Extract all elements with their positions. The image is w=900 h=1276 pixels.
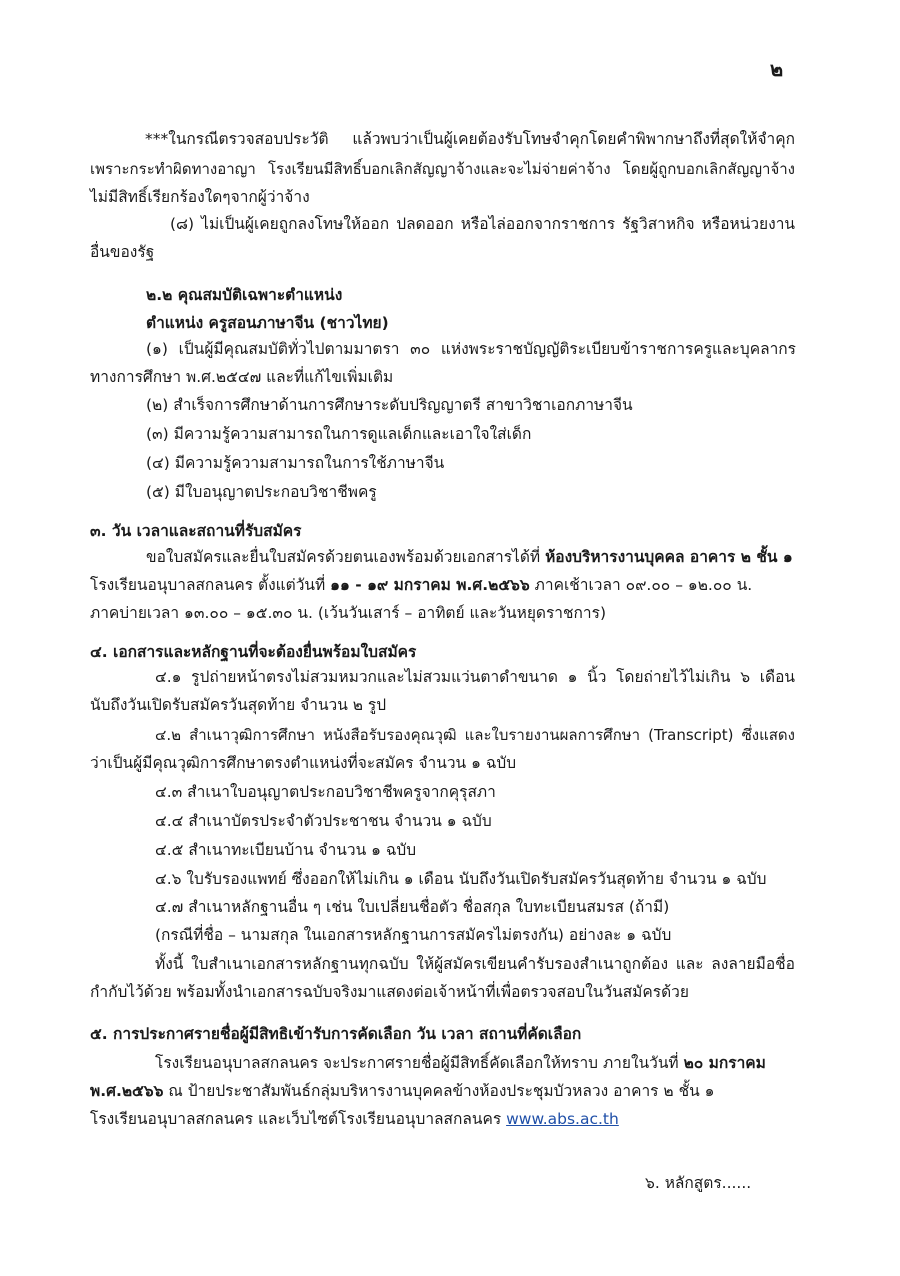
list-item: (๑) เป็นผู้มีคุณสมบัติทั่วไปตามมาตรา ๓๐ แห่งพระราชบัญญัติระเบียบข้าราชการครูและบุคลากร bbox=[146, 340, 796, 358]
section-heading: ๕. การประกาศรายชื่อผู้มีสิทธิเข้ารับการคัดเลือก วัน เวลา สถานที่คัดเลือก bbox=[90, 1025, 582, 1043]
paragraph-line bbox=[90, 1108, 619, 1130]
list-item: ๔.๓ สำเนาใบอนุญาตประกอบวิชาชีพครูจากคุรุสภา bbox=[155, 783, 496, 801]
list-item: ว่าเป็นผู้มีคุณวุฒิการศึกษาตรงตำแหน่งที่จะสมัคร จำนวน ๑ ฉบับ bbox=[90, 754, 517, 772]
list-item: (๓) มีความรู้ความสามารถในการดูแลเด็กและเอาใจใส่เด็ก bbox=[146, 425, 532, 443]
section-heading: ๓. วัน เวลาและสถานที่รับสมัคร bbox=[90, 522, 302, 540]
announce-date: ๒๐ มกราคม bbox=[683, 1054, 766, 1072]
note-line: กำกับไว้ด้วย พร้อมทั้งนำเอกสารฉบับจริงมาแสดงต่อเจ้าหน้าที่เพื่อตรวจสอบในวันสมัครด้วย bbox=[90, 983, 689, 1001]
text: ณ ป้ายประชาสัมพันธ์กลุ่มบริหารงานบุคคลข้างห้องประชุมบัวหลวง อาคาร ๒ ชั้น ๑ bbox=[163, 1082, 715, 1100]
list-item: ๔.๖ ใบรับรองแพทย์ ซึ่งออกให้ไม่เกิน ๑ เดือน นับถึงวันเปิดรับสมัครวันสุดท้าย จำนวน ๑ ฉบับ bbox=[155, 870, 767, 888]
list-item: (๒) สำเร็จการศึกษาด้านการศึกษาระดับปริญญาตรี สาขาวิชาเอกภาษาจีน bbox=[146, 396, 633, 414]
paragraph-line bbox=[90, 574, 752, 596]
list-item: ๔.๔ สำเนาบัตรประจำตัวประชาชน จำนวน ๑ ฉบับ bbox=[155, 812, 492, 830]
list-item: นับถึงวันเปิดรับสมัครวันสุดท้าย จำนวน ๒ รูป bbox=[90, 696, 387, 714]
paragraph-line: ไม่มีสิทธิ์เรียกร้องใดๆจากผู้ว่าจ้าง bbox=[90, 188, 310, 206]
text: โรงเรียนอนุบาลสกลนคร ตั้งแต่วันที่ bbox=[90, 576, 331, 594]
announce-year: พ.ศ.๒๕๖๖ bbox=[90, 1082, 164, 1100]
list-item: (๕) มีใบอนุญาตประกอบวิชาชีพครู bbox=[146, 483, 377, 501]
paragraph-line bbox=[90, 1080, 714, 1102]
list-item: ๔.๒ สำเนาวุฒิการศึกษา หนังสือรับรองคุณวุฒิ และใบรายงานผลการศึกษา (Transcript) ซึ่งแสดง bbox=[155, 726, 795, 744]
list-item: ทางการศึกษา พ.ศ.๒๕๔๗ และที่แก้ไขเพิ่มเติม bbox=[90, 368, 394, 386]
date-range: ๑๑ - ๑๙ มกราคม พ.ศ.๒๕๖๖ bbox=[330, 576, 530, 594]
text: ภาคเช้าเวลา ๐๙.๐๐ – ๑๒.๐๐ น. bbox=[529, 576, 753, 594]
next-page-indicator: ๖. หลักสูตร...... bbox=[645, 1174, 752, 1192]
paragraph-line: ***ในกรณีตรวจสอบประวัติ แล้วพบว่าเป็นผู้เคยต้องรับโทษจำคุกโดยคำพิพากษาถึงที่สุดให้จำคุก bbox=[145, 130, 795, 148]
paragraph-line: อื่นของรัฐ bbox=[90, 243, 155, 261]
paragraph-line bbox=[155, 1052, 766, 1074]
section-heading: ๔. เอกสารและหลักฐานที่จะต้องยื่นพร้อมใบสมัคร bbox=[90, 643, 417, 661]
list-item: (กรณีที่ชื่อ – นามสกุล ในเอกสารหลักฐานการสมัครไม่ตรงกัน) อย่างละ ๑ ฉบับ bbox=[155, 926, 672, 944]
location-text: ห้องบริหารงานบุคคล อาคาร ๒ ชั้น ๑ bbox=[545, 548, 793, 566]
paragraph-line bbox=[146, 546, 793, 568]
website-link[interactable]: www.abs.ac.th bbox=[506, 1110, 619, 1128]
list-item: ๔.๑ รูปถ่ายหน้าตรงไม่สวมหมวกและไม่สวมแว่นตาดำขนาด ๑ นิ้ว โดยถ่ายไว้ไม่เกิน ๖ เดือน bbox=[155, 668, 795, 686]
list-item: ๔.๗ สำเนาหลักฐานอื่น ๆ เช่น ใบเปลี่ยนชื่อตัว ชื่อสกุล ใบทะเบียนสมรส (ถ้ามี) bbox=[155, 898, 670, 916]
page-number: ๒ bbox=[770, 57, 784, 81]
list-item: (๔) มีความรู้ความสามารถในการใช้ภาษาจีน bbox=[146, 454, 445, 472]
paragraph-line: ภาคบ่ายเวลา ๑๓.๐๐ – ๑๕.๓๐ น. (เว้นวันเสาร์ – อาทิตย์ และวันหยุดราชการ) bbox=[90, 604, 606, 622]
note-line: ทั้งนี้ ใบสำเนาเอกสารหลักฐานทุกฉบับ ให้ผู้สมัครเขียนคำรับรองสำเนาถูกต้อง และ ลงลายมือชื่อ bbox=[155, 955, 795, 973]
list-item: ๔.๕ สำเนาทะเบียนบ้าน จำนวน ๑ ฉบับ bbox=[155, 841, 417, 859]
text: ขอใบสมัครและยื่นใบสมัครด้วยตนเองพร้อมด้วยเอกสารได้ที่ bbox=[146, 548, 546, 566]
position-title: ตำแหน่ง ครูสอนภาษาจีน (ชาวไทย) bbox=[146, 314, 389, 332]
paragraph-line: เพราะกระทำผิดทางอาญา โรงเรียนมีสิทธิ์บอกเลิกสัญญาจ้างและจะไม่จ่ายค่าจ้าง โดยผู้ถูกบอกเลิกสัญญาจ้าง bbox=[90, 160, 795, 178]
section-heading: ๒.๒ คุณสมบัติเฉพาะตำแหน่ง bbox=[146, 286, 343, 304]
text: โรงเรียนอนุบาลสกลนคร จะประกาศรายชื่อผู้มีสิทธิ์คัดเลือกให้ทราบ ภายในวันที่ bbox=[155, 1054, 684, 1072]
text: โรงเรียนอนุบาลสกลนคร และเว็บไซต์โรงเรียนอนุบาลสกลนคร bbox=[90, 1110, 507, 1128]
paragraph-line: (๘) ไม่เป็นผู้เคยถูกลงโทษให้ออก ปลดออก หรือไล่ออกจากราชการ รัฐวิสาหกิจ หรือหน่วยงาน bbox=[170, 215, 795, 233]
